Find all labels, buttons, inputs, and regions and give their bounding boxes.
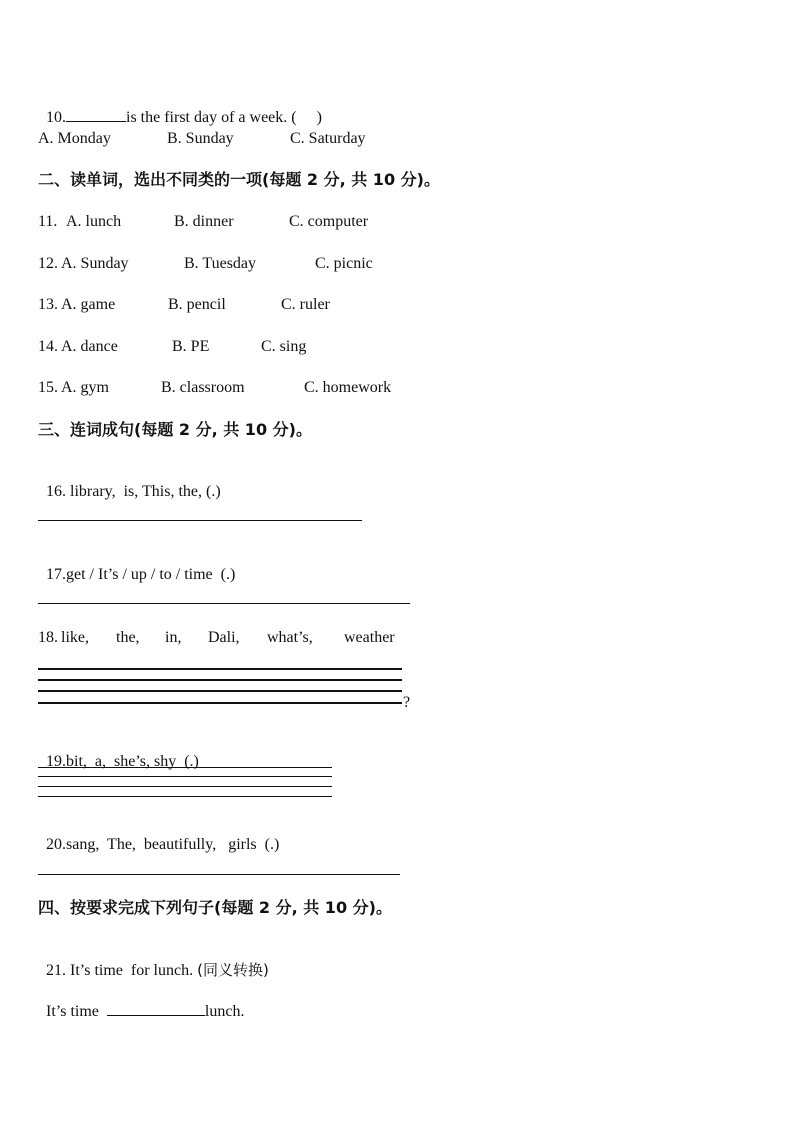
question-number: 17.: [46, 566, 66, 583]
answer-blank[interactable]: [66, 107, 126, 122]
section-4-title: 四、按要求完成下列句子(每题 2 分, 共 10 分)。: [38, 898, 392, 917]
question-number: 15.: [38, 379, 58, 396]
option-a: A. lunch: [66, 213, 122, 230]
word: the,: [116, 629, 140, 646]
option-c: C. sing: [261, 338, 307, 355]
question-mark: ?: [403, 694, 411, 711]
answer-line-16[interactable]: [38, 520, 362, 521]
option-c: C. Saturday: [290, 130, 366, 147]
answer-parentheses[interactable]: ( ): [291, 109, 322, 126]
answer-line-19d[interactable]: [38, 796, 332, 797]
question-10: [38, 87, 322, 128]
question-number: 11.: [38, 213, 58, 230]
question-number: 13.: [38, 296, 58, 313]
section-3-title: 三、连词成句(每题 2 分, 共 10 分)。: [38, 420, 312, 439]
option-c: C. picnic: [315, 255, 373, 272]
answer-suffix: lunch.: [204, 1003, 245, 1020]
instruction: (同义转换): [197, 961, 269, 979]
answer-line-17[interactable]: [38, 603, 410, 604]
word: weather: [344, 629, 395, 646]
word: like,: [61, 629, 89, 646]
question-number: 18.: [38, 629, 58, 646]
section-2-title: 二、读单词，选出不同类的一项(每题 2 分, 共 10 分)。: [38, 170, 440, 189]
option-a: A. gym: [61, 379, 109, 396]
word: what’s,: [267, 629, 313, 646]
option-c: C. ruler: [281, 296, 330, 313]
option-c: C. computer: [289, 213, 369, 230]
question-text: get / It’s / up / to / time (.): [66, 566, 236, 583]
answer-line-19b[interactable]: [38, 776, 332, 777]
option-b: B. classroom: [161, 379, 245, 396]
option-b: B. pencil: [168, 296, 226, 313]
answer-line-19a[interactable]: [38, 767, 332, 768]
question-text: is the first day of a week.: [126, 109, 288, 126]
question-number: 14.: [38, 338, 58, 355]
word: Dali,: [208, 629, 240, 646]
question-number: 20.: [46, 836, 66, 853]
option-b: B. PE: [172, 338, 210, 355]
option-b: B. Sunday: [167, 130, 234, 147]
question-text: It’s time for lunch.: [70, 962, 194, 979]
option-b: B. dinner: [174, 213, 234, 230]
option-a: A. Sunday: [61, 255, 129, 272]
answer-line-18a[interactable]: [38, 668, 402, 670]
option-a: A. dance: [61, 338, 118, 355]
question-number: 19.: [46, 753, 66, 770]
question-number: 16.: [46, 483, 66, 500]
question-16: [38, 462, 221, 502]
answer-line-20[interactable]: [38, 874, 400, 875]
option-a: A. game: [61, 296, 116, 313]
question-number: 12.: [38, 255, 58, 272]
question-number: 21.: [46, 962, 66, 979]
answer-line-18d[interactable]: [38, 702, 402, 704]
question-21: [38, 940, 269, 981]
question-17: [38, 545, 235, 585]
answer-line-19c[interactable]: [38, 786, 332, 787]
question-19: [38, 732, 199, 772]
question-text: sang, The, beautifully, girls (.): [66, 836, 280, 853]
question-21-answer: [38, 981, 244, 1022]
answer-line-18b[interactable]: [38, 679, 402, 681]
question-text: bit, a, she’s, shy (.): [66, 753, 199, 770]
word: in,: [165, 629, 182, 646]
option-a: A. Monday: [38, 130, 111, 147]
option-c: C. homework: [304, 379, 392, 396]
question-text: library, is, This, the, (.): [70, 483, 221, 500]
answer-blank[interactable]: [107, 1001, 205, 1016]
answer-line-18c[interactable]: [38, 690, 402, 692]
question-number: 10.: [46, 109, 66, 126]
question-20: [38, 815, 279, 855]
answer-prefix: It’s time: [46, 1003, 99, 1020]
option-b: B. Tuesday: [184, 255, 257, 272]
